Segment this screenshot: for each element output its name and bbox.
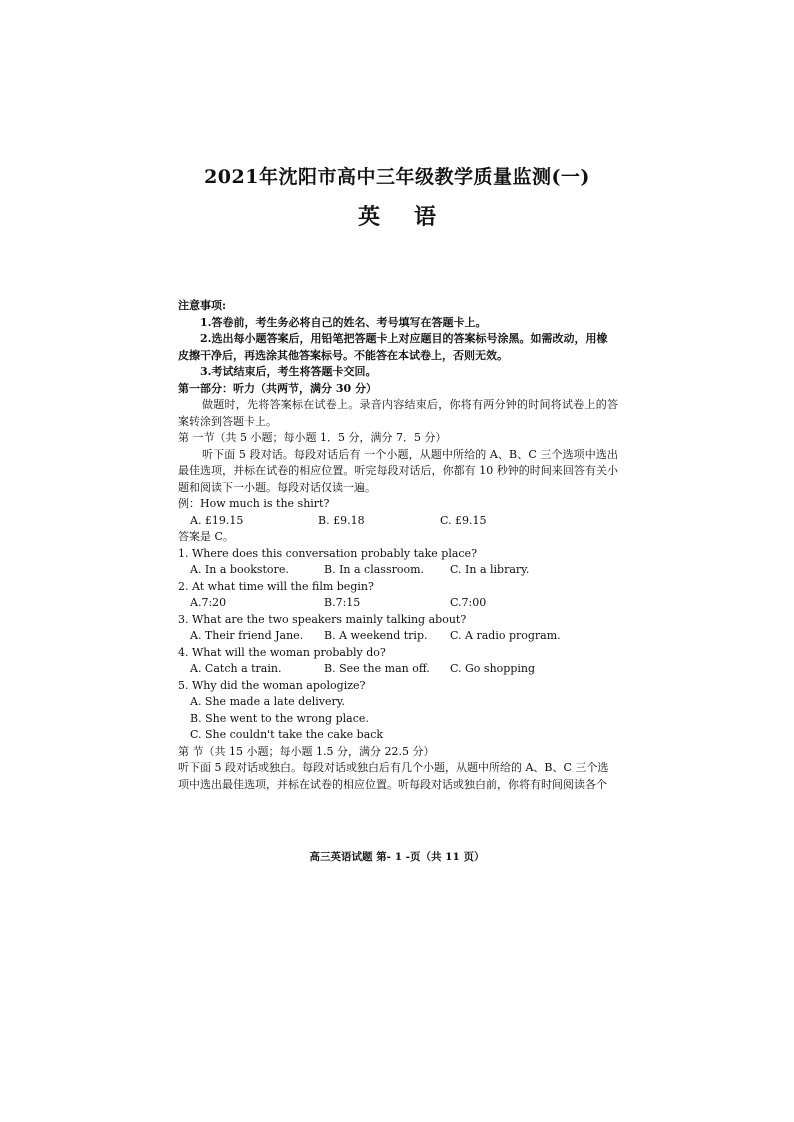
example-option-a: A. £19.15	[190, 513, 244, 527]
question-1-option-a: A. In a bookstore.	[190, 563, 289, 576]
question-5-option-b: B. She went to the wrong place.	[190, 711, 369, 725]
example-question: 例：How much is the shirt?	[178, 497, 330, 510]
part1-heading: 第一部分：听力（共两节，满分 30 分）	[178, 381, 377, 395]
section1-heading: 第 一节（共 5 小题；每小题 1．5 分，满分 7．5 分）	[178, 431, 447, 444]
section1-instructions: 听下面 5 段对话。每段对话后有 一个小题，从题中所给的 A、B、C 三个选项中选出最佳选项，并标在试卷的相应位置。听完每段对话后，你都有 10 秒钟的时间来回答有关小题和阅读下一小题。每段对话仅读一遍。	[178, 447, 618, 494]
exam-subject: 英语	[357, 204, 470, 230]
part1-instructions: 做题时，先将答案标在试卷上。录音内容结束后，你将有两分钟的时间将试卷上的答案转涂到答题卡上。	[178, 398, 618, 428]
question-4-options	[178, 661, 618, 678]
question-1-option-b: B. In a classroom.	[324, 563, 425, 576]
question-5: 5. Why did the woman apologize?	[178, 678, 366, 692]
question-5-option-c: C. She couldn't take the cake back	[190, 728, 384, 741]
question-3-option-b: B. A weekend trip.	[324, 629, 428, 642]
question-3-option-c: C. A radio program.	[450, 629, 561, 642]
question-2-option-b: B.7:15	[324, 596, 361, 609]
notice-item-2-line-2: 皮擦干净后，再选涂其他答案标号。不能答在本试卷上，否则无效。	[178, 348, 508, 362]
section2-heading: 第 节（共 15 小题；每小题 1.5 分，满分 22.5 分）	[178, 744, 435, 758]
question-4: 4. What will the woman probably do?	[178, 645, 386, 659]
question-4-option-a: A. Catch a train.	[190, 662, 282, 675]
question-2-options	[178, 595, 618, 612]
question-1-options	[178, 562, 618, 579]
page-footer: 高三英语试题 第- 1 -页（共 11 页）	[309, 851, 485, 863]
question-5-option-a: A. She made a late delivery.	[190, 695, 345, 708]
example-options	[178, 513, 618, 530]
section2-instructions-line-2: 项中选出最佳选项，并标在试卷的相应位置。听每段对话或独白前，你将有时间阅读各个	[178, 777, 607, 791]
question-2: 2. At what time will the film begin?	[178, 579, 374, 593]
question-4-option-b: B. See the man off.	[324, 662, 430, 675]
exam-content	[178, 298, 618, 793]
question-2-option-c: C.7:00	[450, 596, 487, 609]
notice-heading: 注意事项:	[178, 299, 227, 312]
question-3-options	[178, 628, 618, 645]
question-2-option-a: A.7:20	[190, 596, 227, 609]
example-option-c: C. £9.15	[440, 513, 487, 527]
question-1: 1. Where does this conversation probably take place?	[178, 546, 477, 560]
question-3-option-a: A. Their friend Jane.	[190, 629, 304, 642]
notice-item-3: 3.考试结束后，考生将答题卡交回。	[200, 365, 377, 378]
section2-instructions-line-1: 听下面 5 段对话或独白。每段对话或独白后有几个小题，从题中所给的 A、B、C 三个选	[178, 761, 609, 774]
question-1-option-c: C. In a library.	[450, 563, 530, 576]
notice-item-2-line-1: 2.选出每小题答案后，用铅笔把答题卡上对应题目的答案标号涂黑。如需改动，用橡	[200, 332, 608, 345]
notice-item-1: 1.答卷前，考生务必将自己的姓名、考号填写在答题卡上。	[200, 315, 487, 329]
example-option-b: B. £9.18	[318, 513, 365, 527]
question-4-option-c: C. Go shopping	[450, 662, 536, 675]
example-answer: 答案是 C。	[178, 530, 234, 543]
question-3: 3. What are the two speakers mainly talking about?	[178, 612, 467, 626]
exam-title: 2021年沈阳市高中三年级教学质量监测(一)	[204, 166, 590, 188]
